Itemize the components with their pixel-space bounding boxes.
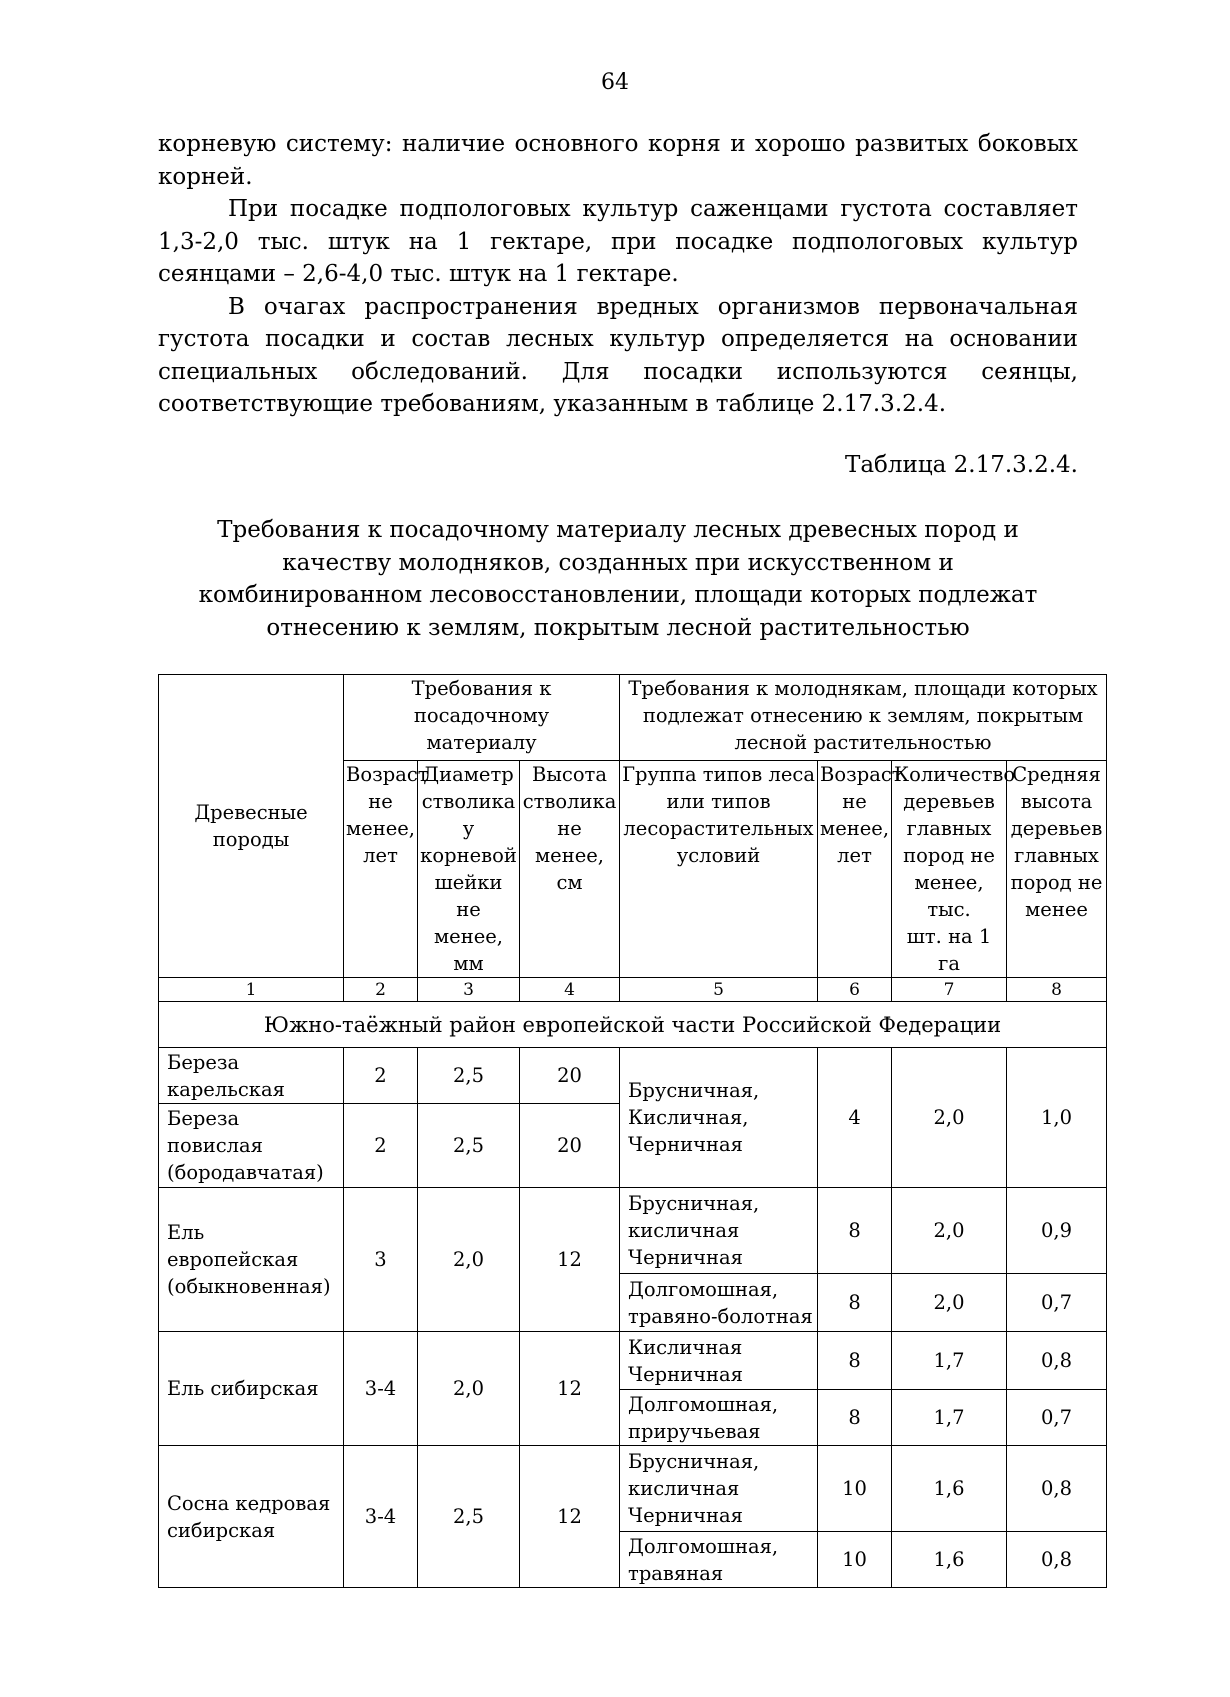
young-age-cell: 10 <box>818 1532 892 1588</box>
diameter-cell: 2,0 <box>418 1332 520 1446</box>
header-age: Возраст не менее, лет <box>344 761 418 978</box>
table-title-line: качеству молодняков, созданных при искусственном и <box>282 549 954 576</box>
column-number: 3 <box>418 978 520 1002</box>
column-number: 2 <box>344 978 418 1002</box>
avg-height-cell: 0,8 <box>1007 1532 1107 1588</box>
young-age-cell: 4 <box>818 1048 892 1188</box>
avg-height-cell: 1,0 <box>1007 1048 1107 1188</box>
young-age-cell: 8 <box>818 1390 892 1446</box>
header-height: Высота стволика не менее, см <box>520 761 620 978</box>
avg-height-cell: 0,9 <box>1007 1188 1107 1274</box>
age-cell: 2 <box>344 1048 418 1104</box>
tree-count-cell: 2,0 <box>892 1274 1007 1332</box>
table-label: Таблица 2.17.3.2.4. <box>844 452 1078 478</box>
column-number: 1 <box>159 978 344 1002</box>
table-row <box>159 1446 1107 1532</box>
table-row <box>159 1332 1107 1390</box>
table-title-line: отнесению к землям, покрытым лесной растительностью <box>266 614 970 641</box>
age-cell: 3-4 <box>344 1332 418 1446</box>
requirements-table <box>158 674 1107 1588</box>
tree-count-cell: 1,7 <box>892 1332 1007 1390</box>
forest-type-cell: Долгомошная, травяно-болотная <box>620 1274 818 1332</box>
tree-count-cell: 1,6 <box>892 1446 1007 1532</box>
table-title-line: Требования к посадочному материалу лесных древесных пород и <box>217 517 1019 543</box>
table-row <box>159 1048 1107 1104</box>
diameter-cell: 2,5 <box>418 1446 520 1588</box>
paragraph: корневую систему: наличие основного корня и хорошо развитых боковых корней. <box>158 131 1078 190</box>
species-cell: Сосна кедровая сибирская <box>159 1446 344 1588</box>
column-number: 7 <box>892 978 1007 1002</box>
column-numbers-row <box>159 978 1107 1002</box>
forest-type-cell: Брусничная, Кисличная, Черничная <box>620 1048 818 1188</box>
header-forest-type: Группа типов леса или типов лесорастительных условий <box>620 761 818 978</box>
header-tree-count: Количество деревьев главных пород не менее, тыс. шт. на 1 га <box>892 761 1007 978</box>
height-cell: 12 <box>520 1188 620 1332</box>
avg-height-cell: 0,8 <box>1007 1332 1107 1390</box>
table-title <box>158 514 1078 644</box>
diameter-cell: 2,0 <box>418 1188 520 1332</box>
age-cell: 3-4 <box>344 1446 418 1588</box>
table-row <box>159 1188 1107 1274</box>
column-number: 4 <box>520 978 620 1002</box>
species-cell: Ель европейская (обыкновенная) <box>159 1188 344 1332</box>
young-age-cell: 8 <box>818 1188 892 1274</box>
forest-type-cell: Долгомошная, травяная <box>620 1532 818 1588</box>
column-number: 5 <box>620 978 818 1002</box>
avg-height-cell: 0,8 <box>1007 1446 1107 1532</box>
avg-height-cell: 0,7 <box>1007 1274 1107 1332</box>
page-number: 64 <box>601 70 629 95</box>
species-cell: Ель сибирская <box>159 1332 344 1446</box>
species-cell: Береза карельская <box>159 1048 344 1104</box>
height-cell: 12 <box>520 1446 620 1588</box>
height-cell: 20 <box>520 1104 620 1188</box>
avg-height-cell: 0,7 <box>1007 1390 1107 1446</box>
young-age-cell: 8 <box>818 1332 892 1390</box>
header-avg-height: Средняя высота деревьев главных пород не менее <box>1007 761 1107 978</box>
header-planting-material: Требования к посадочному материалу <box>344 675 620 761</box>
region-row: Южно-таёжный район европейской части Российской Федерации <box>159 1002 1107 1048</box>
header-young-age: Возраст не менее, лет <box>818 761 892 978</box>
tree-count-cell: 2,0 <box>892 1048 1007 1188</box>
tree-count-cell: 1,7 <box>892 1390 1007 1446</box>
diameter-cell: 2,5 <box>418 1048 520 1104</box>
body-text <box>158 128 1078 421</box>
table-title-line: комбинированном лесовосстановлении, площади которых подлежат <box>198 582 1038 608</box>
age-cell: 3 <box>344 1188 418 1332</box>
young-age-cell: 8 <box>818 1274 892 1332</box>
height-cell: 12 <box>520 1332 620 1446</box>
diameter-cell: 2,5 <box>418 1104 520 1188</box>
forest-type-cell: Кисличная Черничная <box>620 1332 818 1390</box>
header-diameter: Диаметр стволика у корневой шейки не менее, мм <box>418 761 520 978</box>
species-cell: Береза повислая (бородавчатая) <box>159 1104 344 1188</box>
age-cell: 2 <box>344 1104 418 1188</box>
column-number: 6 <box>818 978 892 1002</box>
header-species: Древесные породы <box>159 675 344 978</box>
header-young-stands: Требования к молоднякам, площади которых подлежат отнесению к землям, покрытым лесной растительностью <box>620 675 1107 761</box>
paragraph: В очагах распространения вредных организмов первоначальная густота посадки и состав лесных культур определяется на основании специальных обследований. Для посадки используются сеянцы, соответствующие требованиям, указанным в таблице 2.17.3.2.4. <box>158 293 1078 417</box>
tree-count-cell: 2,0 <box>892 1188 1007 1274</box>
tree-count-cell: 1,6 <box>892 1532 1007 1588</box>
height-cell: 20 <box>520 1048 620 1104</box>
column-number: 8 <box>1007 978 1107 1002</box>
forest-type-cell: Долгомошная, приручьевая <box>620 1390 818 1446</box>
paragraph: При посадке подпологовых культур саженцами густота составляет 1,3-2,0 тыс. штук на 1 гектаре, при посадке подпологовых культур сеянцами – 2,6-4,0 тыс. штук на 1 гектаре. <box>158 196 1078 287</box>
young-age-cell: 10 <box>818 1446 892 1532</box>
forest-type-cell: Брусничная, кисличная Черничная <box>620 1188 818 1274</box>
forest-type-cell: Брусничная, кисличная Черничная <box>620 1446 818 1532</box>
